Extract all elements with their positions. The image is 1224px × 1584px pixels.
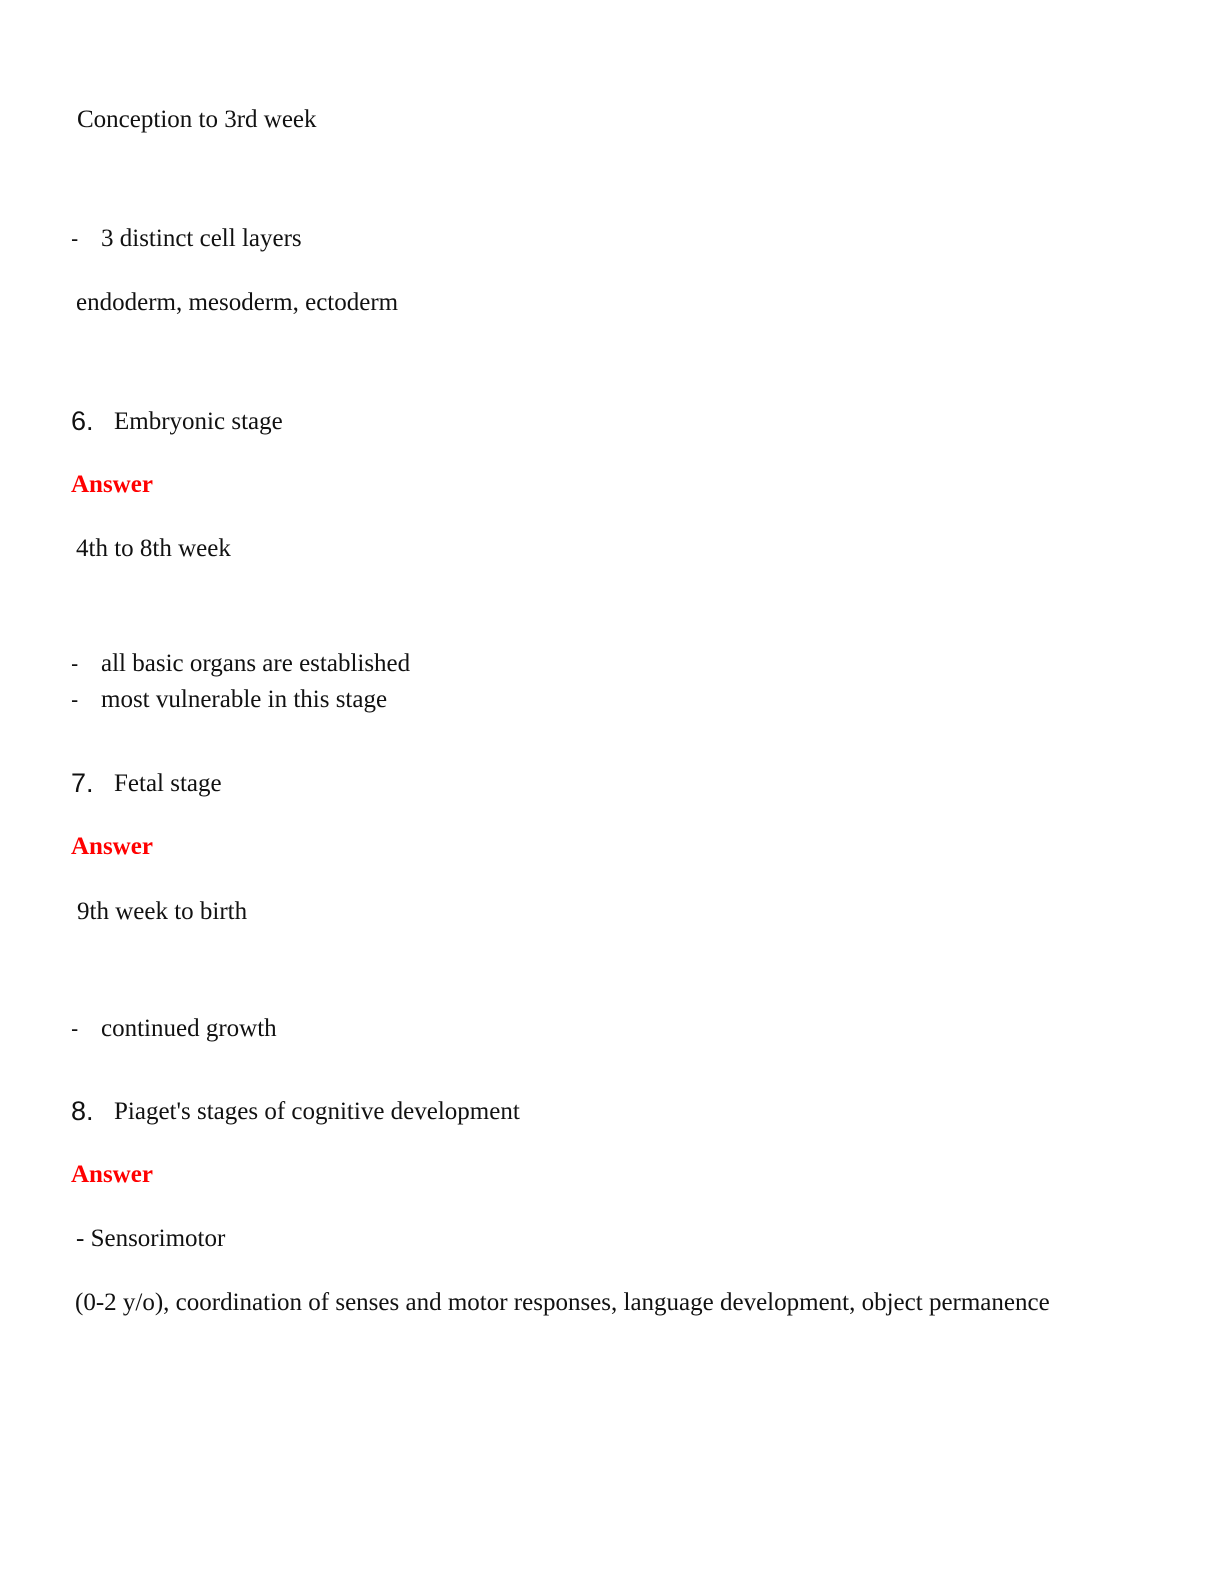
question-number: 8. [71,1096,94,1126]
question-number: 7. [71,768,94,798]
answer-detail: endoderm, mesoderm, ectoderm [76,289,399,316]
answer-text: Conception to 3rd week [77,106,317,133]
answer-text: 4th to 8th week [76,535,231,562]
answer-label: Answer [71,1161,153,1188]
question-text: Fetal stage [114,770,222,797]
bullet-item: 3 distinct cell layers [101,225,302,252]
question-text: Embryonic stage [114,408,283,435]
bullet-item: most vulnerable in this stage [101,686,388,713]
bullet-marker: - [71,226,79,251]
bullet-item: all basic organs are established [101,650,411,677]
answer-label: Answer [71,833,153,860]
bullet-marker: - [71,651,79,676]
bullet-marker: - [71,1016,79,1041]
answer-text: - Sensorimotor [76,1225,226,1252]
bullet-marker: - [71,687,79,712]
answer-text: 9th week to birth [77,898,248,925]
answer-detail: (0-2 y/o), coordination of senses and motor responses, language development, object permanence [75,1289,1050,1316]
bullet-item: continued growth [101,1015,277,1042]
answer-label: Answer [71,471,153,498]
question-text: Piaget's stages of cognitive development [114,1098,520,1125]
question-number: 6. [71,406,94,436]
